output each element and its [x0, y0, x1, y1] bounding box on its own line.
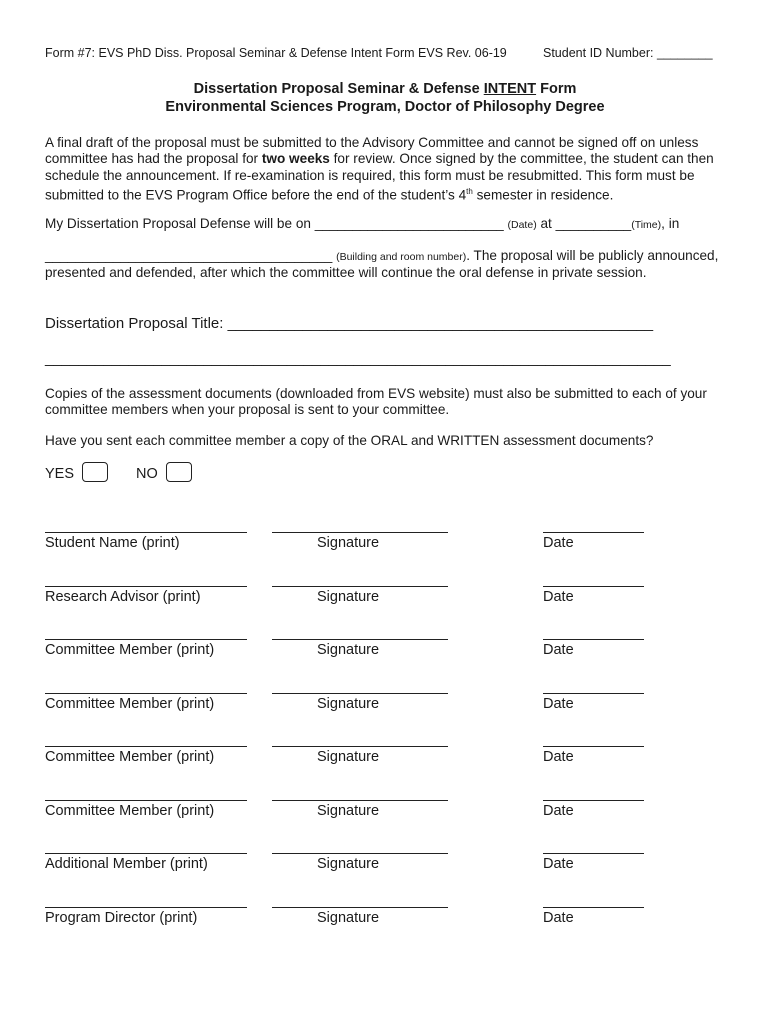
document-title: Dissertation Proposal Seminar & Defense INTENT Form	[193, 81, 577, 97]
signature-line[interactable]	[272, 693, 448, 694]
signature-label: Signature	[317, 856, 380, 872]
date-line[interactable]	[543, 693, 644, 694]
date-label: Date	[543, 588, 574, 605]
print-name-label: Committee Member (print)	[45, 642, 215, 658]
date-label: Date	[543, 642, 574, 658]
print-name-line[interactable]	[45, 800, 247, 801]
print-name-label: Additional Member (print)	[45, 856, 208, 872]
signature-line[interactable]	[272, 586, 448, 587]
print-name-line[interactable]	[45, 853, 247, 854]
signature-label: Signature	[317, 535, 380, 551]
print-name-line[interactable]	[45, 586, 247, 587]
defense-location-paragraph[interactable]: ______________________________________ (Building and room number). The proposal will be publicly announced, presented and defended, after which the committee will continue the oral defense in private session.	[45, 248, 719, 281]
print-name-label: Student Name (print)	[45, 535, 180, 551]
signature-line[interactable]	[272, 800, 448, 801]
student-id-field[interactable]: Student ID Number: ________	[543, 46, 713, 60]
date-label: Date	[543, 802, 574, 819]
print-name-line[interactable]	[45, 907, 247, 908]
no-option[interactable]: NO	[136, 464, 192, 484]
signature-label: Signature	[317, 588, 380, 605]
signature-line[interactable]	[272, 746, 448, 747]
print-name-line[interactable]	[45, 532, 247, 533]
date-line[interactable]	[543, 746, 644, 747]
document-subtitle: Environmental Sciences Program, Doctor of Philosophy Degree	[165, 99, 605, 115]
date-label: Date	[543, 749, 574, 765]
print-name-line[interactable]	[45, 693, 247, 694]
signature-line[interactable]	[272, 853, 448, 854]
date-line[interactable]	[543, 586, 644, 587]
signature-line[interactable]	[272, 907, 448, 908]
date-line[interactable]	[543, 907, 644, 908]
intent-emphasis: INTENT	[483, 81, 537, 97]
signature-line[interactable]	[272, 532, 448, 533]
signature-label: Signature	[317, 749, 380, 765]
print-name-label: Program Director (print)	[45, 909, 198, 926]
date-label: Date	[543, 535, 574, 551]
date-label: Date	[543, 695, 574, 712]
yes-checkbox[interactable]	[82, 462, 108, 482]
form-header	[45, 46, 713, 60]
print-name-label: Research Advisor (print)	[45, 588, 201, 605]
yes-option[interactable]: YES	[45, 464, 108, 484]
copies-paragraph: Copies of the assessment documents (downloaded from EVS website) must also be submitted to each of your committee members when your proposal is sent to your committee.	[45, 386, 707, 418]
signature-label: Signature	[317, 695, 380, 712]
date-label: Date	[543, 856, 574, 872]
assessment-question: Have you sent each committee member a copy of the ORAL and WRITTEN assessment documents?	[45, 433, 654, 448]
proposal-title-field[interactable]: Dissertation Proposal Title: ___________________________________________________	[45, 315, 654, 332]
defense-date-line[interactable]: My Dissertation Proposal Defense will be on _________________________ (Date) at __________(Time), in	[45, 216, 680, 231]
print-name-line[interactable]	[45, 746, 247, 747]
date-line[interactable]	[543, 532, 644, 533]
print-name-label: Committee Member (print)	[45, 802, 215, 819]
date-line[interactable]	[543, 639, 644, 640]
signature-label: Signature	[317, 802, 380, 819]
no-checkbox[interactable]	[166, 462, 192, 482]
print-name-label: Committee Member (print)	[45, 695, 215, 712]
signature-line[interactable]	[272, 639, 448, 640]
print-name-label: Committee Member (print)	[45, 749, 215, 765]
print-name-line[interactable]	[45, 639, 247, 640]
date-line[interactable]	[543, 800, 644, 801]
proposal-title-line2[interactable]: ___________________________________________________________________________	[45, 350, 671, 367]
signature-label: Signature	[317, 642, 380, 658]
date-label: Date	[543, 909, 574, 926]
form-info: Form #7: EVS PhD Diss. Proposal Seminar & Defense Intent Form EVS Rev. 06-19	[45, 46, 507, 60]
intro-paragraph: A final draft of the proposal must be submitted to the Advisory Committee and cannot be signed off on unless committee has had the proposal for two weeks for review. Once signed by the committee, the student can then schedule the announcement. If re-examination is required, this form must be resubmitted. This form must be submitted to the EVS Program Office before the end of the student’s 4th semester in residence.	[45, 135, 714, 203]
signature-label: Signature	[317, 909, 380, 926]
date-line[interactable]	[543, 853, 644, 854]
